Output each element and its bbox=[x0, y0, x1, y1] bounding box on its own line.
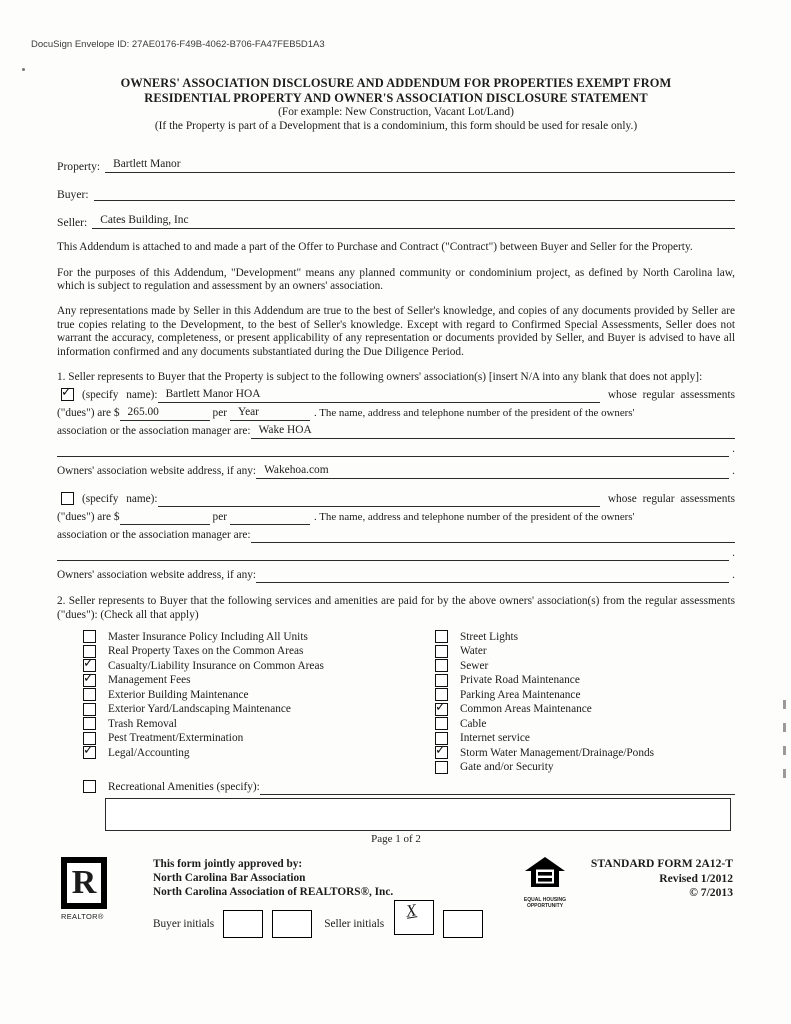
service-label: Private Road Maintenance bbox=[460, 674, 580, 686]
association-1-manager-field-line2[interactable] bbox=[57, 456, 729, 457]
section2-intro: 2. Seller represents to Buyer that the following services and amenities are paid for by the above owners' association(s) from the regular assessments ("dues"): (Check all that apply) bbox=[57, 595, 735, 621]
service-checkbox[interactable] bbox=[83, 717, 96, 730]
association-2-name-field[interactable] bbox=[158, 490, 600, 507]
service-item bbox=[83, 644, 435, 659]
association-2-manager-field[interactable] bbox=[251, 526, 735, 543]
association-1-per-value: Year bbox=[237, 406, 259, 419]
service-checkbox[interactable] bbox=[83, 674, 96, 687]
buyer-field[interactable] bbox=[94, 182, 735, 201]
service-item bbox=[435, 731, 735, 746]
representations-paragraph: Any representations made by Seller in this Addendum are true to the best of Seller's knowledge, and copies of any documents provided by Seller are true copies relating to the Development, to the best of Seller's knowledge. Except with regard to Confirmed Special Assessments, Seller does not warrant the accuracy, completeness, or present applicability of any representation or documents provided by Seller, and Buyer is advised to have all information confirmed and any documents substantiated during the Due Diligence Period. bbox=[57, 305, 735, 358]
scan-artifact bbox=[783, 700, 786, 792]
association-2-block bbox=[57, 490, 735, 583]
service-label: Legal/Accounting bbox=[108, 746, 190, 759]
form-meta bbox=[571, 857, 735, 901]
seller-initials-box-2[interactable] bbox=[443, 910, 483, 938]
president-sentence: . The name, address and telephone number of the president of the owners' bbox=[313, 407, 635, 420]
parties-section bbox=[57, 145, 735, 229]
services-column-left bbox=[57, 629, 435, 774]
service-checkbox[interactable] bbox=[435, 746, 448, 759]
service-label: Real Property Taxes on the Common Areas bbox=[108, 645, 304, 657]
dues-label: ("dues") are $ bbox=[57, 407, 120, 420]
association-1-name-value: Bartlett Manor HOA bbox=[165, 388, 261, 401]
scan-artifact bbox=[22, 68, 25, 71]
page-number: Page 1 of 2 bbox=[371, 833, 421, 846]
trailing-period: . bbox=[732, 465, 735, 478]
trailing-period: . bbox=[732, 569, 735, 582]
service-label: Casualty/Liability Insurance on Common Areas bbox=[108, 659, 324, 672]
title-line-1: OWNERS' ASSOCIATION DISCLOSURE AND ADDENDUM FOR PROPERTIES EXEMPT FROM bbox=[120, 76, 672, 90]
specify-name-label: (specify name): bbox=[82, 493, 158, 506]
website-label: Owners' association website address, if any: bbox=[57, 465, 257, 478]
trailing-period: . bbox=[732, 547, 735, 560]
per-label: per bbox=[212, 407, 227, 420]
association-1-dues-value: 265.00 bbox=[127, 406, 159, 419]
service-label: Trash Removal bbox=[108, 717, 177, 730]
service-checkbox[interactable] bbox=[83, 630, 96, 643]
development-definition-paragraph: For the purposes of this Addendum, "Development" means any planned community or condominium project, as defined by North Carolina law, which is subject to regulation and assessment by an owners' association. bbox=[57, 266, 735, 292]
service-label: Internet service bbox=[460, 732, 530, 744]
service-checkbox[interactable] bbox=[83, 688, 96, 701]
service-checkbox[interactable] bbox=[83, 746, 96, 759]
buyer-initials-label: Buyer initials bbox=[153, 918, 215, 931]
service-label: Pest Treatment/Extermination bbox=[108, 732, 244, 744]
recreational-amenities-box[interactable] bbox=[105, 798, 731, 831]
service-checkbox[interactable] bbox=[435, 717, 448, 730]
service-item bbox=[83, 687, 435, 702]
title-line-2: RESIDENTIAL PROPERTY AND OWNER'S ASSOCIATION DISCLOSURE STATEMENT bbox=[144, 90, 648, 105]
trailing-period: . bbox=[732, 443, 735, 456]
association-1-manager-value: Wake HOA bbox=[258, 424, 312, 437]
service-item bbox=[435, 745, 735, 760]
realtor-logo bbox=[61, 857, 125, 921]
president-sentence: . The name, address and telephone number of the president of the owners' bbox=[313, 511, 635, 524]
association-1-manager-field[interactable] bbox=[251, 422, 735, 439]
website-label: Owners' association website address, if any: bbox=[57, 569, 257, 582]
service-item bbox=[435, 629, 735, 644]
association-2-name-value bbox=[158, 492, 166, 504]
seller-field[interactable] bbox=[92, 210, 735, 229]
approved-by-line: This form jointly approved by: bbox=[153, 858, 303, 871]
per-label: per bbox=[212, 511, 227, 524]
copyright-label: © 7/2013 bbox=[689, 886, 733, 900]
seller-initials-label: Seller initials bbox=[324, 918, 385, 931]
recreational-label: Recreational Amenities (specify): bbox=[108, 781, 260, 794]
buyer-initials-box-1[interactable] bbox=[223, 910, 263, 938]
form-title bbox=[57, 0, 735, 133]
service-label: Common Areas Maintenance bbox=[460, 703, 592, 715]
buyer-initials-box-2[interactable] bbox=[272, 910, 312, 938]
service-item bbox=[83, 702, 435, 717]
association-2-checkbox[interactable] bbox=[61, 492, 74, 505]
association-1-block bbox=[57, 386, 735, 479]
whose-assessments-label: whose regular assessments bbox=[607, 389, 735, 402]
service-checkbox[interactable] bbox=[435, 674, 448, 687]
association-1-website-value: Wakehoa.com bbox=[264, 464, 329, 477]
service-item bbox=[83, 731, 435, 746]
services-checklist bbox=[57, 629, 735, 774]
property-value: Bartlett Manor bbox=[113, 158, 181, 171]
service-label: Street Lights bbox=[460, 630, 519, 643]
service-label: Parking Area Maintenance bbox=[460, 688, 581, 701]
title-subtitle-2: (If the Property is part of a Development that is a condominium, this form should be used for resale only.) bbox=[154, 120, 638, 133]
association-1-dues-field[interactable] bbox=[120, 404, 210, 421]
specify-name-label: (specify name): bbox=[82, 389, 158, 402]
bar-association-line: North Carolina Bar Association bbox=[153, 872, 306, 885]
service-item bbox=[83, 658, 435, 673]
service-checkbox[interactable] bbox=[435, 761, 448, 774]
buyer-value bbox=[94, 186, 102, 198]
association-1-name-field[interactable] bbox=[158, 386, 600, 403]
recreational-amenities-row bbox=[57, 779, 735, 795]
seller-row bbox=[57, 201, 735, 229]
whose-assessments-label: whose regular assessments bbox=[607, 493, 735, 506]
association-2-manager-value bbox=[251, 528, 259, 540]
service-item bbox=[435, 644, 735, 659]
service-label: Sewer bbox=[460, 659, 489, 672]
seller-label: Seller: bbox=[57, 216, 88, 230]
realtor-r-icon: R bbox=[71, 864, 97, 902]
service-item bbox=[435, 658, 735, 673]
service-item bbox=[435, 687, 735, 702]
section1-intro: 1. Seller represents to Buyer that the Property is subject to the following owners' association(s) [insert N/A into any blank that does not apply]: bbox=[57, 371, 703, 384]
realtors-association-line: North Carolina Association of REALTORS®, Inc. bbox=[153, 886, 394, 899]
equal-housing-label-2: OPPORTUNITY bbox=[526, 903, 564, 910]
services-column-right bbox=[435, 629, 735, 774]
service-label: Master Insurance Policy Including All Units bbox=[108, 630, 308, 643]
service-label: Cable bbox=[460, 717, 487, 730]
service-item bbox=[435, 716, 735, 731]
seller-initials-box-1[interactable] bbox=[394, 900, 434, 935]
equal-housing-logo bbox=[519, 857, 571, 909]
association-2-manager-field-line2[interactable] bbox=[57, 560, 729, 561]
property-label: Property: bbox=[57, 160, 101, 174]
seller-value: Cates Building, Inc bbox=[100, 214, 189, 227]
association-2-dues-field[interactable] bbox=[120, 508, 210, 525]
recreational-field[interactable] bbox=[260, 794, 735, 795]
association-2-per-value bbox=[230, 510, 238, 522]
service-label: Exterior Building Maintenance bbox=[108, 688, 249, 701]
service-item bbox=[83, 745, 435, 760]
approval-block bbox=[153, 857, 483, 941]
dues-label: ("dues") are $ bbox=[57, 511, 120, 524]
initials-row bbox=[153, 900, 483, 941]
standard-form-label: STANDARD FORM 2A12-T bbox=[590, 857, 733, 871]
service-item bbox=[83, 673, 435, 688]
association-2-website-field[interactable] bbox=[256, 566, 729, 583]
equal-housing-house-icon bbox=[525, 857, 565, 891]
association-1-checkbox[interactable] bbox=[61, 388, 74, 401]
service-label: Exterior Yard/Landscaping Maintenance bbox=[108, 703, 291, 715]
addendum-paragraph: This Addendum is attached to and made a part of the Offer to Purchase and Contract ("Contract") between Buyer and Seller for the Property. bbox=[57, 241, 693, 254]
buyer-label: Buyer: bbox=[57, 188, 89, 202]
service-checkbox[interactable] bbox=[435, 659, 448, 672]
service-item bbox=[83, 629, 435, 644]
footer bbox=[57, 857, 735, 941]
property-row bbox=[57, 145, 735, 173]
seller-initial-signature: X bbox=[404, 900, 418, 921]
recreational-checkbox[interactable] bbox=[83, 780, 96, 793]
service-checkbox[interactable] bbox=[435, 630, 448, 643]
property-field[interactable] bbox=[105, 154, 735, 173]
association-1-website-field[interactable] bbox=[256, 462, 729, 479]
service-item bbox=[435, 673, 735, 688]
buyer-row bbox=[57, 173, 735, 201]
service-label: Storm Water Management/Drainage/Ponds bbox=[460, 746, 655, 759]
service-checkbox[interactable] bbox=[435, 703, 448, 716]
association-1-per-field[interactable] bbox=[230, 404, 310, 421]
association-2-dues-value bbox=[120, 510, 128, 522]
manager-label: association or the association manager are: bbox=[57, 425, 251, 438]
revised-label: Revised 1/2012 bbox=[659, 871, 733, 885]
service-item bbox=[435, 702, 735, 717]
association-2-per-field[interactable] bbox=[230, 508, 310, 525]
service-checkbox[interactable] bbox=[83, 703, 96, 716]
service-label: Water bbox=[460, 645, 487, 657]
title-subtitle-1: (For example: New Construction, Vacant Lot/Land) bbox=[278, 106, 514, 119]
manager-label: association or the association manager are: bbox=[57, 529, 251, 542]
service-label: Management Fees bbox=[108, 674, 191, 686]
service-item bbox=[435, 760, 735, 775]
docusign-envelope-id: DocuSign Envelope ID: 27AE0176-F49B-4062-B706-FA47FEB5D1A3 bbox=[31, 39, 325, 50]
service-label: Gate and/or Security bbox=[460, 761, 554, 773]
association-2-website-value bbox=[256, 568, 264, 580]
service-checkbox[interactable] bbox=[435, 645, 448, 658]
service-item bbox=[83, 716, 435, 731]
equal-housing-label-1: EQUAL HOUSING bbox=[523, 897, 567, 904]
realtor-logo-label: REALTOR® bbox=[61, 912, 104, 922]
